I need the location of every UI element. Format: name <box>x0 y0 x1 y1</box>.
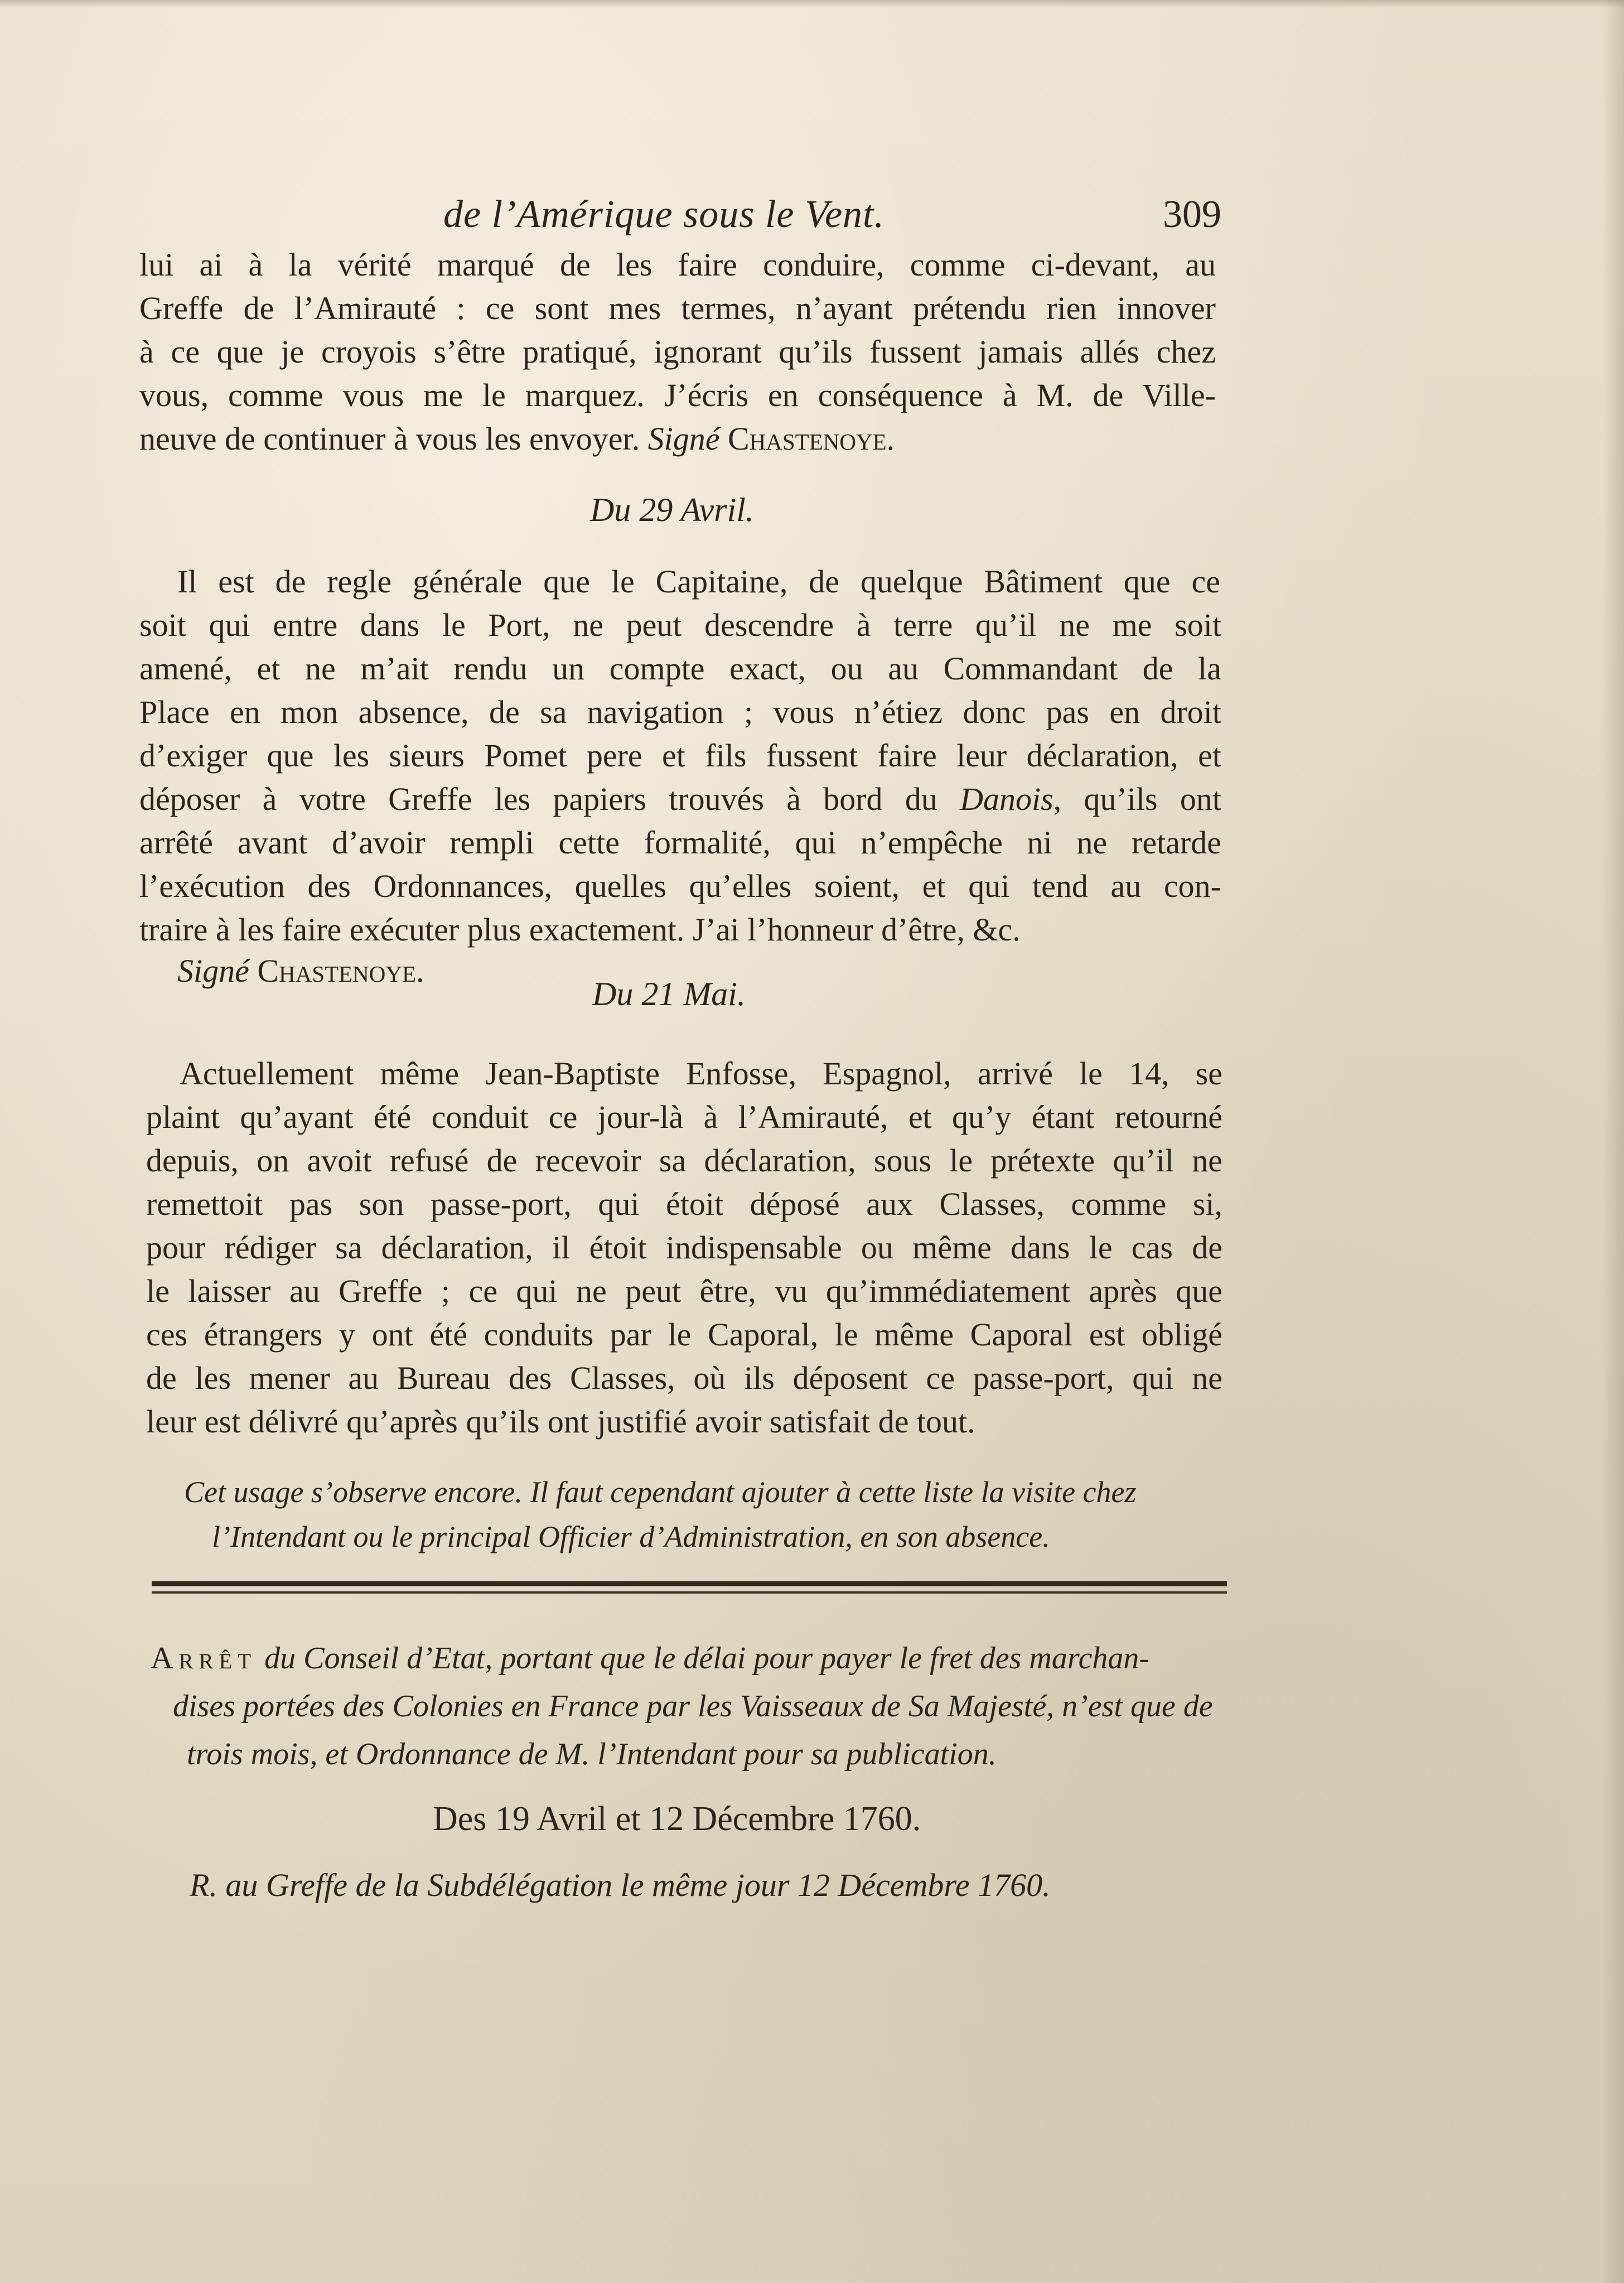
date-heading-29-avril: Du 29 Avril. <box>590 491 754 528</box>
note-line: Cet usage s’observe encore. Il faut cependant ajouter à cette liste la visite chez <box>184 1475 1137 1509</box>
page-right-edge <box>1602 0 1624 2283</box>
letter-three-line: de les mener au Bureau des Classes, où ils déposent ce passe-port, qui ne <box>146 1360 1222 1396</box>
note-line: l’Intendant ou le principal Officier d’Administration, en son absence. <box>212 1520 1050 1553</box>
arret-line: dises portées des Colonies en France par les Vaisseaux de Sa Majesté, n’est que de <box>173 1689 1213 1724</box>
letter-two-line-text: , qu’ils ont <box>1053 781 1221 817</box>
letter-one-line: Greffe de l’Amirauté : ce sont mes termes, n’ayant prétendu rien innover <box>139 290 1216 326</box>
letter-three-line: le laisser au Greffe ; ce qui ne peut être, vu qu’immédiatement après que <box>146 1273 1222 1309</box>
running-header <box>139 192 1221 243</box>
arret-dates: Des 19 Avril et 12 Décembre 1760. <box>433 1800 921 1838</box>
date-heading-21-mai: Du 21 Mai. <box>592 976 746 1012</box>
signe-label: Signé <box>177 953 249 989</box>
letter-three-line: remettoit pas son passe-port, qui étoit déposé aux Classes, comme si, <box>146 1186 1222 1222</box>
letter-two-signature-line <box>177 952 424 991</box>
signe-label: Signé <box>647 421 720 457</box>
section-rule-thin <box>152 1591 1227 1594</box>
arret-label: Arrêt <box>151 1641 257 1676</box>
letter-two-line-text: déposer à votre Greffe les papiers trouvés à bord du <box>139 781 960 817</box>
letter-three-line: ces étrangers y ont été conduits par le Caporal, le même Caporal est obligé <box>146 1316 1222 1353</box>
ship-name: Danois <box>960 781 1053 817</box>
letter-three-line: plaint qu’ayant été conduit ce jour-là à l’Amirauté, et qu’y étant retourné <box>146 1099 1222 1135</box>
page-number: 309 <box>1163 193 1221 236</box>
letter-two-line: arrêté avant d’avoir rempli cette formalité, qui n’empêche ni ne retarde <box>139 824 1221 861</box>
letter-three-line: pour rédiger sa déclaration, il étoit indispensable ou même dans le cas de <box>146 1229 1222 1266</box>
letter-three-line: depuis, on avoit refusé de recevoir sa déclaration, sous le prétexte qu’il ne <box>146 1142 1222 1179</box>
arret-line-text: du Conseil d’Etat, portant que le délai pour payer le fret des marchan- <box>257 1641 1150 1676</box>
letter-one-closing-text: neuve de continuer à vous les envoyer. <box>139 421 648 457</box>
letter-two-line: d’exiger que les sieurs Pomet pere et fils fussent faire leur déclaration, et <box>139 737 1221 774</box>
arret-line: trois mois, et Ordonnance de M. l’Intendant pour sa publication. <box>187 1737 997 1772</box>
running-title: de l’Amérique sous le Vent. <box>443 193 884 236</box>
letter-two-line: amené, et ne m’ait rendu un compte exact, ou au Commandant de la <box>139 650 1221 687</box>
letter-three-line: Actuellement même Jean-Baptiste Enfosse, Espagnol, arrivé le 14, se <box>180 1055 1222 1092</box>
letter-two-line: Il est de regle générale que le Capitaine, de quelque Bâtiment que ce <box>177 563 1220 600</box>
letter-three-line: leur est délivré qu’après qu’ils ont justifié avoir satisfait de tout. <box>146 1403 975 1440</box>
section-rule-thick <box>152 1581 1227 1586</box>
letter-two-line: Place en mon absence, de sa navigation ; vous n’étiez donc pas en droit <box>139 694 1221 730</box>
letter-one-line: vous, comme vous me le marquez. J’écris en conséquence à M. de Ville- <box>139 377 1216 413</box>
letter-one-line: à ce que je croyois s’être pratiqué, ignorant qu’ils fussent jamais allés chez <box>139 334 1216 370</box>
letter-two-line-ship <box>139 780 1221 819</box>
arret-line <box>151 1639 1149 1678</box>
letter-two-line: traire à les faire exécuter plus exactement. J’ai l’honneur d’être, &c. <box>139 911 1021 948</box>
signature: Chastenoye. <box>257 953 424 989</box>
letter-one-closing-line <box>139 419 895 458</box>
letter-two-line: soit qui entre dans le Port, ne peut descendre à terre qu’il ne me soit <box>139 607 1221 643</box>
page-top-edge <box>0 0 1624 8</box>
letter-two-line: l’exécution des Ordonnances, quelles qu’elles soient, et qui tend au con- <box>139 868 1221 904</box>
registration-note: R. au Greffe de la Subdélégation le même jour 12 Décembre 1760. <box>190 1867 1051 1903</box>
signature: Chastenoye. <box>727 421 895 457</box>
letter-one-line: lui ai à la vérité marqué de les faire conduire, comme ci-devant, au <box>139 247 1216 283</box>
